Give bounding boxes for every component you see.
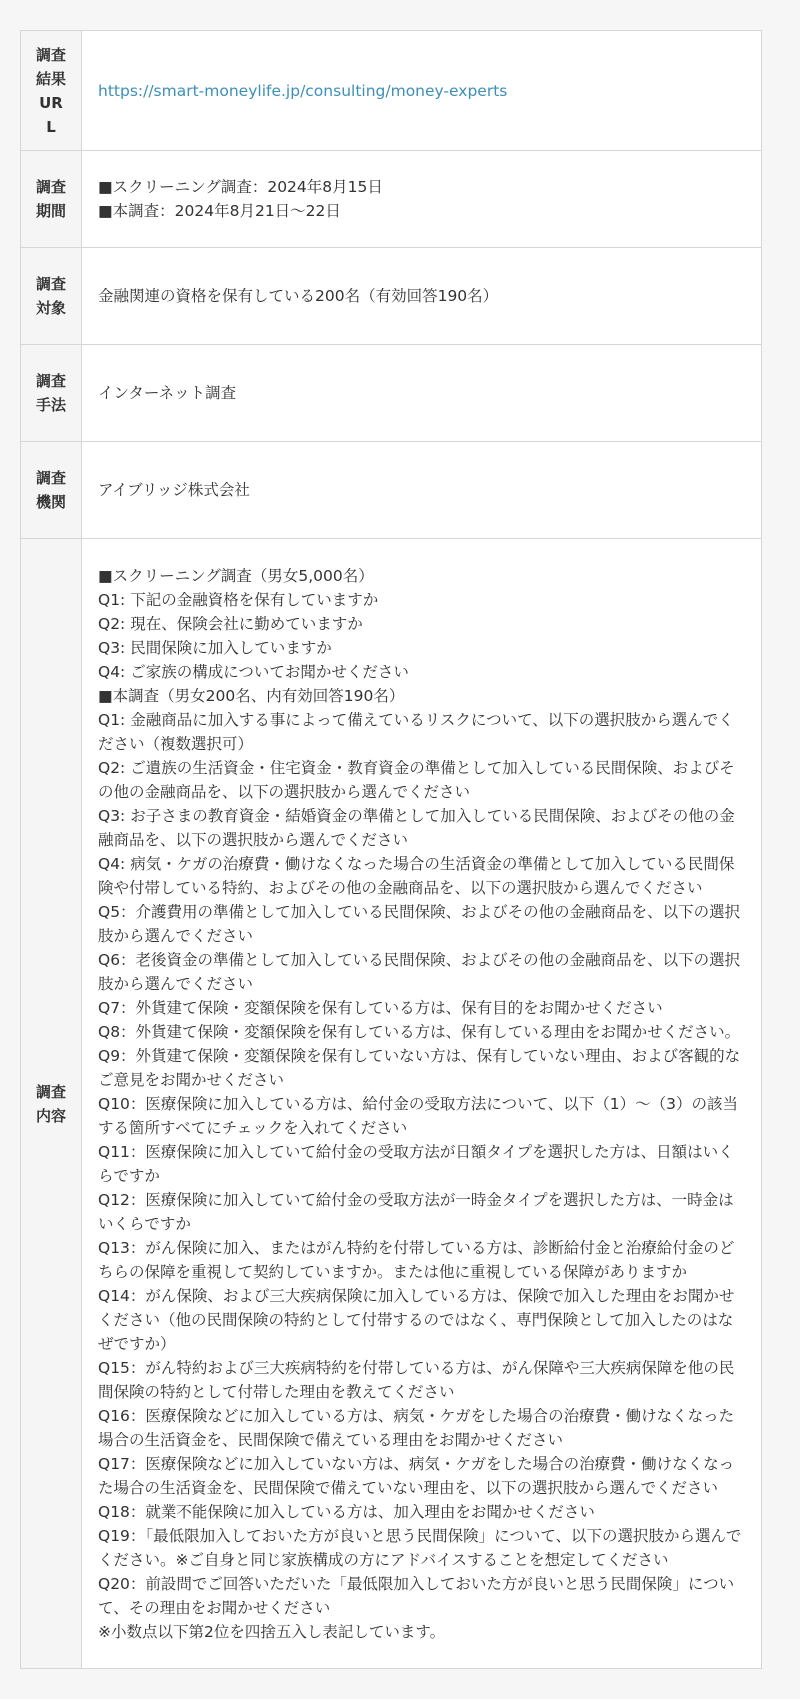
row-value-line: Q18：就業不能保険に加入している方は、加入理由をお聞かせください [98,1502,595,1521]
row-value-line: アイブリッジ株式会社 [98,481,250,499]
row-value-target [82,248,762,345]
top-bar [0,0,800,30]
table-row-period [21,151,762,248]
row-value-line: Q9：外貨建て保険・変額保険を保有していない方は、保有していない理由、および客観的なご意見をお聞かせください [98,1046,741,1089]
row-header-period [21,151,82,248]
row-value-line: Q11：医療保険に加入していて給付金の受取方法が日額タイプを選択した方は、日額はいくらですか [98,1142,734,1185]
result-url-link[interactable]: https://smart-moneylife.jp/consulting/money-experts [98,81,508,100]
row-header-label: 調査期間 [36,178,67,220]
row-header-label: 調査手法 [36,372,67,414]
survey-summary-table [20,30,762,1669]
row-value-line: Q19：「最低限加入しておいた方が良いと思う民間保険」について、以下の選択肢から選んでください。※ご自身と同じ家族構成の方にアドバイスすることを想定してください [98,1526,742,1569]
row-value-period [82,151,762,248]
row-value-line: Q5：介護費用の準備として加入している民間保険、およびその他の金融商品を、以下の選択肢から選んでください [98,902,741,945]
row-value-line: Q14：がん保険、および三大疾病保険に加入している方は、保険で加入した理由をお聞かせください（他の民間保険の特約として付帯するのではなく、専門保険として加入したのはなぜですか） [98,1286,735,1353]
row-value-line: Q12：医療保険に加入していて給付金の受取方法が一時金タイプを選択した方は、一時金はいくらですか [98,1190,734,1233]
row-value-line: Q16：医療保険などに加入している方は、病気・ケガをした場合の治療費・働けなくなった場合の生活資金を、民間保険で備えている理由をお聞かせください [98,1406,735,1449]
row-value-line: Q4: ご家族の構成についてお聞かせください [98,662,409,681]
row-value-line: Q17：医療保険などに加入していない方は、病気・ケガをした場合の治療費・働けなくなった場合の生活資金を、民間保険で備えていない理由を、以下の選択肢から選んでください [98,1454,735,1497]
row-value-line: インターネット調査 [98,384,237,402]
row-value-line: Q4: 病気・ケガの治療費・働けなくなった場合の生活資金の準備として加入している民間保険や付帯している特約、およびその他の金融商品を、以下の選択肢から選んでください [98,854,735,897]
row-value-line: Q20：前設問でご回答いただいた「最低限加入しておいた方が良いと思う民間保険」について、その理由をお聞かせください [98,1574,735,1617]
row-value-line: Q1: 下記の金融資格を保有していますか [98,590,379,609]
row-value-line: Q2: ご遺族の生活資金・住宅資金・教育資金の準備として加入している民間保険、およびその他の金融商品を、以下の選択肢から選んでください [98,758,735,801]
row-value-line: ■スクリーニング調査（男女5,000名） [98,566,374,585]
row-value-method [82,345,762,442]
row-header-target [21,248,82,345]
row-value-content [82,539,762,1669]
row-value-line: Q15：がん特約および三大疾病特約を付帯している方は、がん保障や三大疾病保障を他の民間保険の特約として付帯した理由を教えてください [98,1358,735,1401]
row-value-line: 金融関連の資格を保有している200名（有効回答190名） [98,287,499,305]
row-value-line: Q6：老後資金の準備として加入している民間保険、およびその他の金融商品を、以下の選択肢から選んでください [98,950,741,993]
row-value-line: Q8：外貨建て保険・変額保険を保有している方は、保有している理由をお聞かせください。 [98,1022,741,1041]
row-value-line: ■スクリーニング調査：2024年8月15日 [98,178,383,196]
row-value-line: ※小数点以下第2位を四捨五入し表記しています。 [98,1622,446,1641]
row-value-url [82,31,762,151]
row-header-agency [21,442,82,539]
row-value-line: Q3: お子さまの教育資金・結婚資金の準備として加入している民間保険、およびその他の金融商品を、以下の選択肢から選んでください [98,806,735,849]
row-header-url [21,31,82,151]
row-value-line: Q1: 金融商品に加入する事によって備えているリスクについて、以下の選択肢から選んでください（複数選択可） [98,710,734,753]
table-row-method [21,345,762,442]
row-value-line: ■本調査（男女200名、内有効回答190名） [98,686,405,705]
row-header-content [21,539,82,1669]
row-value-line: Q13：がん保険に加入、またはがん特約を付帯している方は、診断給付金と治療給付金のどちらの保障を重視して契約していますか。または他に重視している保障がありますか [98,1238,735,1281]
table-row-url [21,31,762,151]
row-header-label: 調査結果URL [36,45,67,136]
row-header-method [21,345,82,442]
table-row-agency [21,442,762,539]
row-value-line: Q3: 民間保険に加入していますか [98,638,332,657]
row-value-agency [82,442,762,539]
row-header-label: 調査対象 [36,275,67,317]
row-header-label: 調査内容 [36,1082,67,1125]
row-value-line: Q7：外貨建て保険・変額保険を保有している方は、保有目的をお聞かせください [98,998,663,1017]
table-row-target [21,248,762,345]
row-value-line: ■本調査：2024年8月21日～22日 [98,202,341,220]
row-header-label: 調査機関 [36,469,67,511]
row-value-line: Q2: 現在、保険会社に勤めていますか [98,614,363,633]
table-row-content [21,539,762,1669]
row-value-line: Q10：医療保険に加入している方は、給付金の受取方法について、以下（1）～（3）の該当する箇所すべてにチェックを入れてください [98,1094,739,1137]
